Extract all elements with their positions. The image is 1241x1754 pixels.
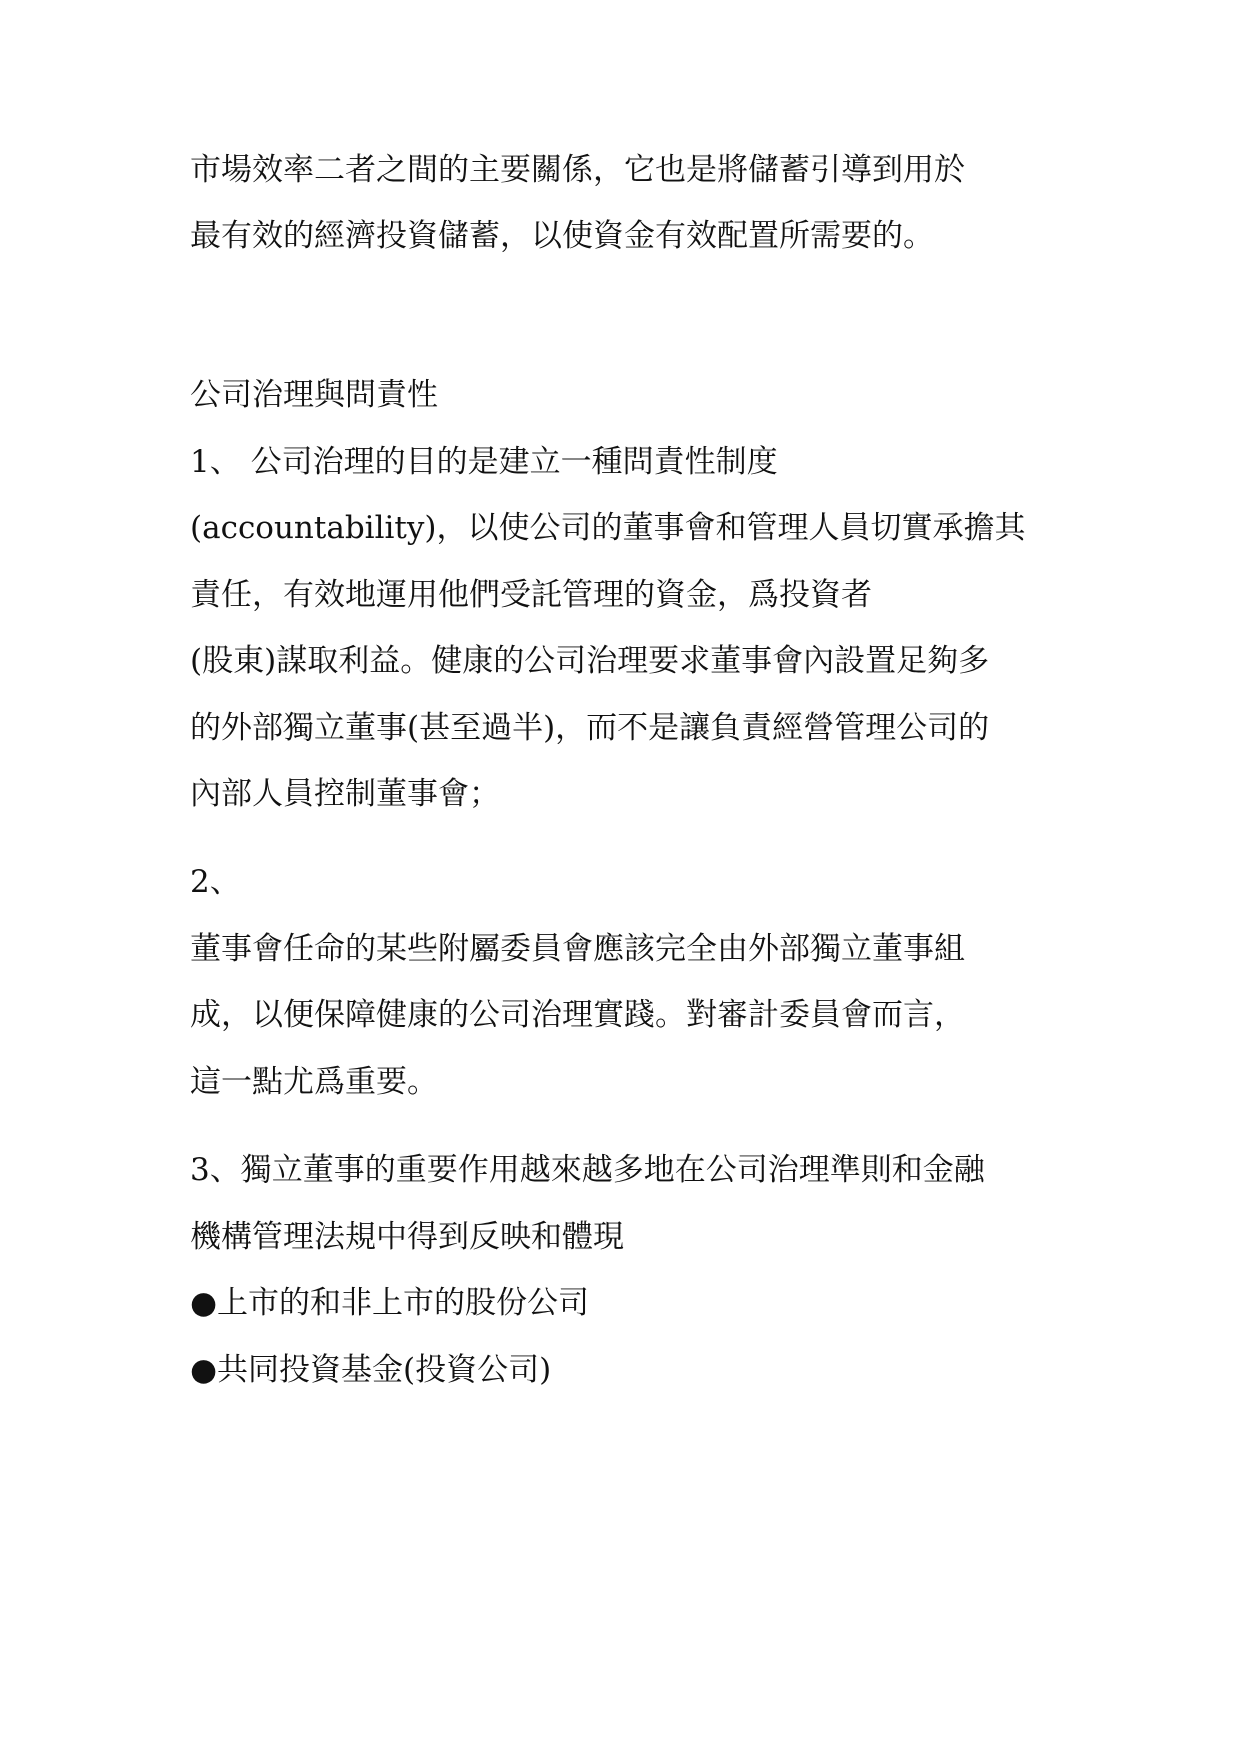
intro-line-2: 最有效的經濟投資儲蓄，以使資金有效配置所需要的。	[190, 218, 934, 254]
item1-line-4: (股東)謀取利益。健康的公司治理要求董事會內設置足夠多	[190, 643, 990, 679]
item1-line-6: 內部人員控制董事會；	[190, 776, 500, 812]
item3-line-1: 3、獨立董事的重要作用越來越多地在公司治理準則和金融	[190, 1152, 985, 1188]
item2-line-1: 董事會任命的某些附屬委員會應該完全由外部獨立董事組	[190, 931, 965, 967]
item2-number: 2、	[190, 864, 241, 900]
intro-line-1: 市場效率二者之間的主要關係，它也是將儲蓄引導到用於	[190, 152, 965, 188]
item1-line-1: 1、 公司治理的目的是建立一種問責性制度	[190, 444, 778, 480]
item3-line-2: 機構管理法規中得到反映和體現	[190, 1219, 624, 1255]
bullet-item: ●共同投資基金(投資公司)	[190, 1352, 552, 1388]
item1-line-5: 的外部獨立董事(甚至過半)，而不是讓負責經營管理公司的	[190, 710, 990, 746]
section-heading: 公司治理與問責性	[190, 377, 438, 413]
bullet-item: ●上市的和非上市的股份公司	[190, 1285, 590, 1321]
item2-line-2: 成，以便保障健康的公司治理實踐。對審計委員會而言，	[190, 997, 965, 1033]
item1-line-3: 責任，有效地運用他們受託管理的資金，爲投資者	[190, 577, 872, 613]
item1-line-2: (accountability)，以使公司的董事會和管理人員切實承擔其	[190, 510, 1026, 546]
item2-line-3: 這一點尤爲重要。	[190, 1064, 438, 1100]
